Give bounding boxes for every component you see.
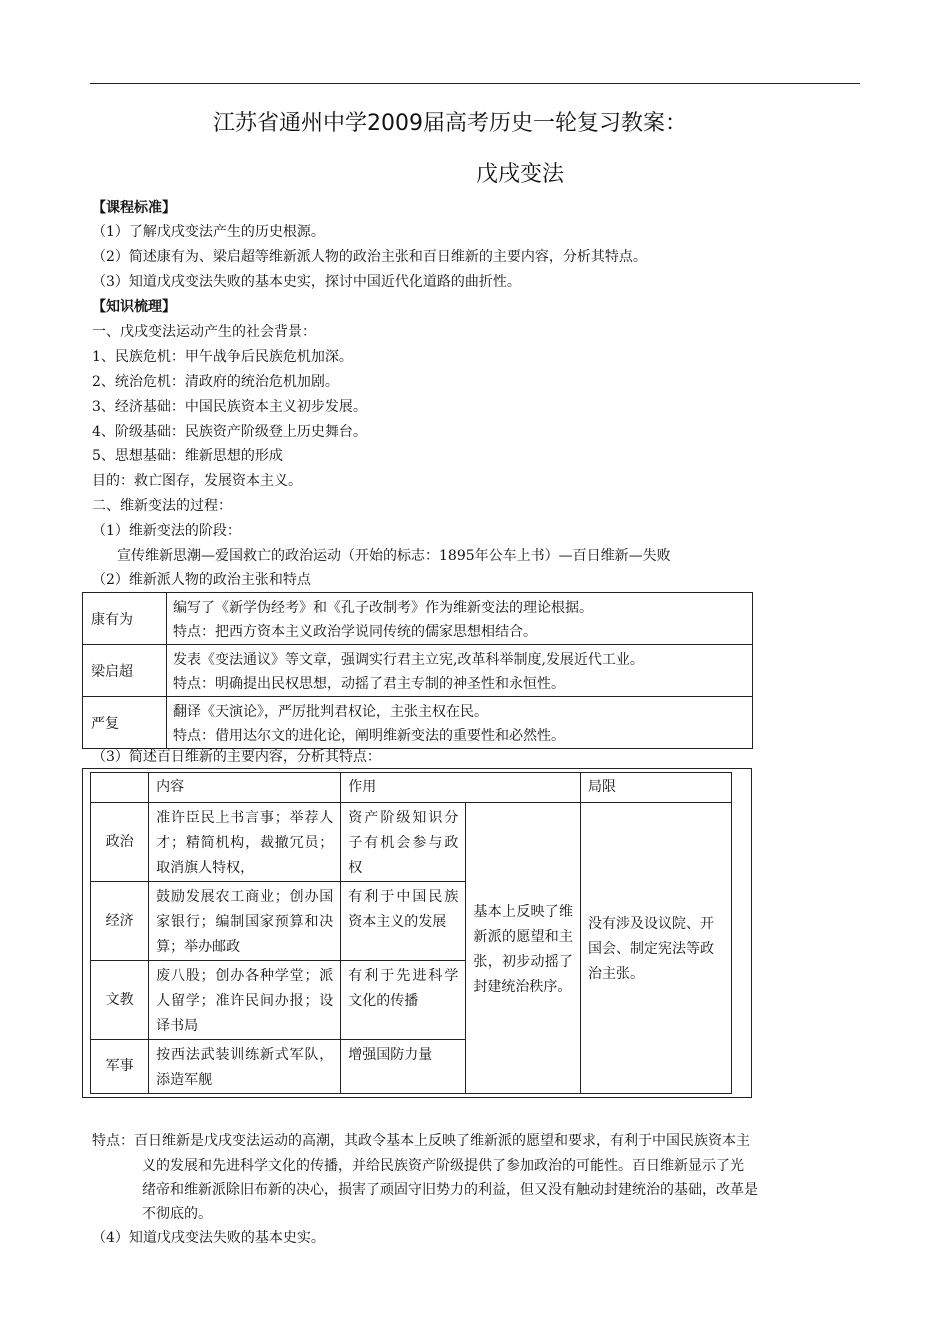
category-cell: 政治 bbox=[91, 803, 149, 882]
standards-heading: 【课程标准】 bbox=[92, 200, 176, 216]
limit-cell: 没有涉及设议院、开国会、制定宪法等政治主张。 bbox=[581, 803, 732, 1094]
category-cell: 文教 bbox=[91, 961, 149, 1040]
figure-content bbox=[167, 645, 753, 697]
table-row bbox=[83, 645, 753, 697]
figure-line: 特点：借用达尔文的进化论，阐明维新变法的重要性和必然性。 bbox=[173, 728, 565, 744]
effect-cell: 有利于中国民族资本主义的发展 bbox=[341, 882, 466, 961]
header-content: 内容 bbox=[149, 773, 341, 803]
table-row bbox=[83, 697, 753, 749]
features-paragraph: 特点：百日维新是戊戌变法运动的高潮，其政令基本上反映了维新派的愿望和要求，有利于中国民族资本主 bbox=[92, 1133, 750, 1149]
figures-table bbox=[82, 592, 753, 749]
category-cell: 经济 bbox=[91, 882, 149, 961]
stage-text: 宣传维新思潮—爱国救亡的政治运动（开始的标志：1895年公车上书）—百日维新—失败 bbox=[117, 548, 671, 564]
figures-heading: （2）维新派人物的政治主张和特点 bbox=[92, 572, 311, 588]
header-cell bbox=[91, 773, 149, 803]
purpose-line: 目的：救亡图存，发展资本主义。 bbox=[92, 473, 302, 489]
background-heading: 一、戊戌变法运动产生的社会背景： bbox=[92, 324, 316, 340]
background-item: 4、阶级基础：民族资产阶级登上历史舞台。 bbox=[92, 424, 367, 440]
header-rule bbox=[90, 83, 860, 84]
figure-line: 编写了《新学伪经考》和《孔子改制考》作为维新变法的理论根据。 bbox=[173, 600, 593, 616]
features-paragraph-line: 义的发展和先进科学文化的传播，并给民族资产阶级提供了参加政治的可能性。百日维新显示了光 bbox=[142, 1158, 744, 1174]
standard-item: （2）简述康有为、梁启超等维新派人物的政治主张和百日维新的主要内容，分析其特点。 bbox=[92, 249, 647, 265]
effect-cell: 资产阶级知识分子有机会参与政权 bbox=[341, 803, 466, 882]
page-subtitle: 戊戌变法 bbox=[475, 162, 564, 187]
figure-content bbox=[167, 697, 753, 749]
background-item: 5、思想基础：维新思想的形成 bbox=[92, 448, 283, 464]
reform-heading: （3）简述百日维新的主要内容，分析其特点： bbox=[92, 749, 381, 765]
effect-cell: 有利于先进科学文化的传播 bbox=[341, 961, 466, 1040]
stage-heading: （1）维新变法的阶段： bbox=[92, 523, 241, 539]
table-header-row bbox=[91, 773, 732, 803]
knowledge-heading: 【知识梳理】 bbox=[92, 299, 176, 315]
figure-line: 发表《变法通议》等文章，强调实行君主立宪,改革科举制度,发展近代工业。 bbox=[173, 652, 644, 668]
figure-line: 特点：把西方资本主义政治学说同传统的儒家思想相结合。 bbox=[173, 624, 537, 640]
content-cell: 鼓励发展农工商业；创办国家银行；编制国家预算和决算；举办邮政 bbox=[149, 882, 341, 961]
figure-line: 翻译《天演论》，严厉批判君权论，主张主权在民。 bbox=[173, 704, 488, 720]
figure-name: 严复 bbox=[83, 697, 167, 749]
standard-item: （3）知道戊戌变法失败的基本史实，探讨中国近代化道路的曲折性。 bbox=[92, 274, 521, 290]
figure-name: 梁启超 bbox=[83, 645, 167, 697]
header-limit: 局限 bbox=[581, 773, 732, 803]
reform-table bbox=[90, 772, 732, 1094]
background-item: 3、经济基础：中国民族资本主义初步发展。 bbox=[92, 399, 367, 415]
features-paragraph-line: 不彻底的。 bbox=[142, 1206, 212, 1222]
category-cell: 军事 bbox=[91, 1040, 149, 1094]
process-heading: 二、维新变法的过程： bbox=[92, 498, 232, 514]
background-item: 2、统治危机：清政府的统治危机加剧。 bbox=[92, 374, 339, 390]
content-cell: 废八股；创办各种学堂；派人留学；准许民间办报；设译书局 bbox=[149, 961, 341, 1040]
figure-content bbox=[167, 593, 753, 645]
failure-heading: （4）知道戊戌变法失败的基本史实。 bbox=[92, 1230, 325, 1246]
merged-effect-cell: 基本上反映了维新派的愿望和主张，初步动摇了封建统治秩序。 bbox=[466, 803, 581, 1094]
standard-item: （1）了解戊戌变法产生的历史根源。 bbox=[92, 224, 325, 240]
page-title: 江苏省通州中学2009届高考历史一轮复习教案： bbox=[213, 111, 687, 136]
effect-cell: 增强国防力量 bbox=[341, 1040, 466, 1094]
table-row bbox=[83, 593, 753, 645]
figure-name: 康有为 bbox=[83, 593, 167, 645]
features-paragraph-line: 绪帝和维新派除旧布新的决心，损害了顽固守旧势力的利益，但又没有触动封建统治的基础，改革是 bbox=[142, 1182, 758, 1198]
figure-line: 特点：明确提出民权思想，动摇了君主专制的神圣性和永恒性。 bbox=[173, 676, 565, 692]
table-row bbox=[91, 803, 732, 882]
content-cell: 按西法武装训练新式军队，添造军舰 bbox=[149, 1040, 341, 1094]
background-item: 1、民族危机：甲午战争后民族危机加深。 bbox=[92, 349, 353, 365]
header-effect: 作用 bbox=[341, 773, 581, 803]
content-cell: 准许臣民上书言事；举荐人才；精简机构，裁撤冗员；取消旗人特权， bbox=[149, 803, 341, 882]
